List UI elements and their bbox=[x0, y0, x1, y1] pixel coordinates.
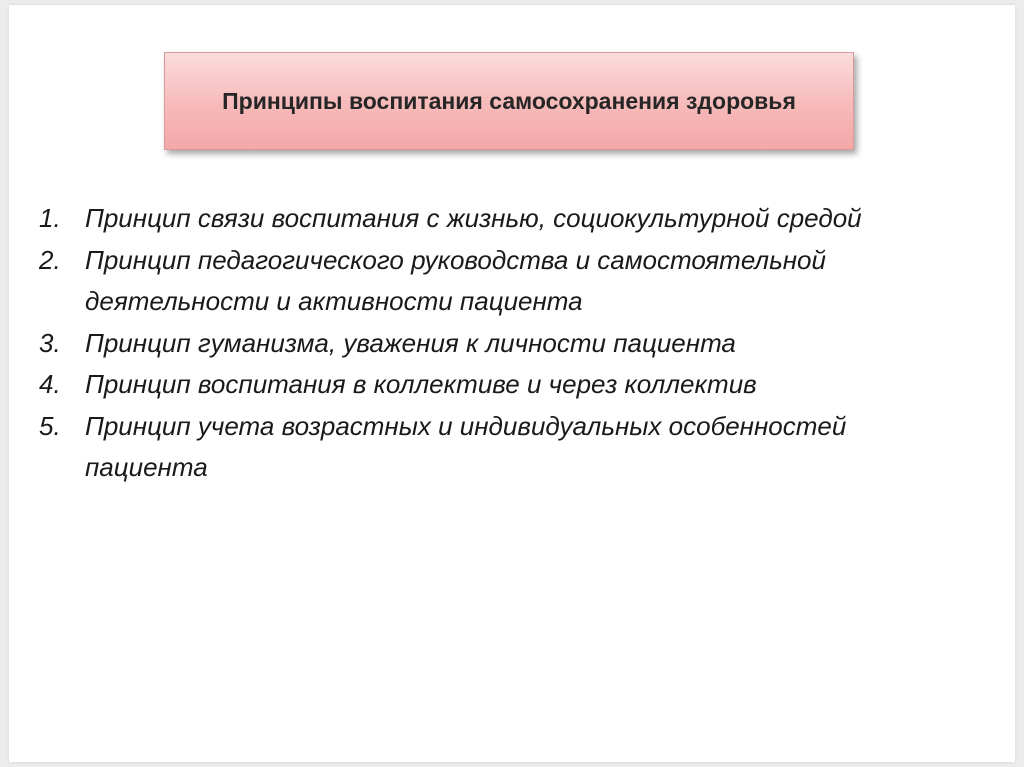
item-text: Принцип связи воспитания с жизнью, социокультурной средой bbox=[85, 203, 862, 233]
slide-title: Принципы воспитания самосохранения здоровья bbox=[222, 88, 796, 114]
list-item bbox=[39, 198, 959, 240]
item-text: Принцип гуманизма, уважения к личности пациента bbox=[85, 327, 736, 358]
item-number: 4. bbox=[39, 369, 61, 399]
item-text: Принцип педагогического руководства и самостоятельной деятельности и активности пациента bbox=[85, 244, 826, 316]
item-text: Принцип учета возрастных и индивидуальных особенностей пациента bbox=[85, 410, 847, 482]
item-text: Принцип воспитания в коллективе и через коллектив bbox=[85, 369, 757, 399]
slide bbox=[9, 5, 1015, 762]
item-number: 1. bbox=[39, 203, 61, 233]
item-number: 5. bbox=[39, 410, 61, 441]
list-item bbox=[39, 406, 959, 489]
item-number: 3. bbox=[39, 327, 61, 358]
list-item bbox=[39, 364, 959, 406]
item-number: 2. bbox=[39, 244, 61, 275]
list-item bbox=[39, 323, 959, 365]
principles-list bbox=[39, 198, 959, 489]
title-box bbox=[164, 52, 854, 150]
list-item bbox=[39, 240, 959, 323]
